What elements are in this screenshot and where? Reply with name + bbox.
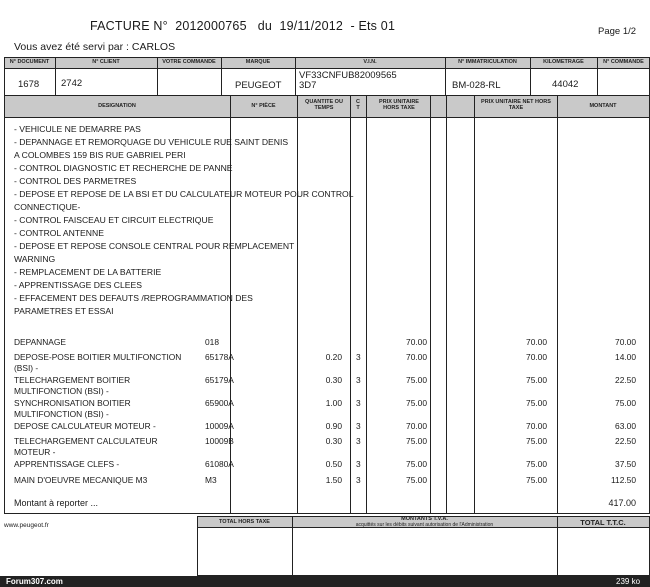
col-client-header: N° CLIENT	[92, 59, 120, 65]
description-line: - DEPOSE ET REPOSE DE LA BSI ET DU CALCULATEUR MOTEUR POUR CONTROL	[14, 189, 354, 199]
invoice-label: FACTURE N°	[90, 19, 168, 33]
description-line: WARNING	[14, 254, 56, 264]
item-net-price: 75.00	[526, 375, 547, 385]
description-line: PARAMETRES ET ESSAI	[14, 306, 114, 316]
designation-header: DESIGNATION	[98, 103, 136, 109]
item-unit-price: 75.00	[406, 375, 427, 385]
description-line: - DEPOSE ET REPOSE CONSOLE CENTRAL POUR REMPLACEMENT	[14, 241, 295, 251]
item-code: 3	[356, 398, 361, 408]
col-mileage-header: KILOMETRAGE	[543, 59, 584, 65]
item-designation: DEPOSE CALCULATEUR MOTEUR -	[14, 421, 156, 431]
item-part: 018	[205, 337, 219, 347]
item-amount: 112.50	[611, 475, 636, 485]
establishment: - Ets 01	[350, 19, 396, 33]
item-designation: DEPANNAGE	[14, 337, 66, 347]
item-code: 3	[356, 475, 361, 485]
item-designation: SYNCHRONISATION BOITIER	[14, 398, 131, 408]
item-unit-price: 75.00	[406, 398, 427, 408]
served-by	[14, 41, 175, 53]
col-brand-header: MARQUE	[245, 59, 271, 65]
description-line: - EFFACEMENT DES DEFAUTS /REPROGRAMMATION DES	[14, 293, 253, 303]
carry-forward-label: Montant à reporter ...	[14, 498, 99, 508]
item-unit-price: 75.00	[406, 436, 427, 446]
description-line: - CONTROL FAISCEAU ET CIRCUIT ELECTRIQUE	[14, 215, 214, 225]
item-net-price: 70.00	[526, 421, 547, 431]
amount-header: MONTANT	[589, 103, 617, 109]
item-qty: 1.00	[325, 398, 342, 408]
description-line: - DEPANNAGE ET REMORQUAGE DU VEHICULE RUE SAINT DENIS	[14, 137, 289, 147]
description-line: - APPRENTISSAGE DES CLEES	[14, 280, 142, 290]
item-unit-price: 75.00	[406, 459, 427, 469]
document-number: 1678	[18, 79, 40, 90]
item-net-price: 75.00	[526, 436, 547, 446]
item-code: 3	[356, 352, 361, 362]
item-net-price: 70.00	[526, 337, 547, 347]
invoice-date: 19/11/2012	[279, 19, 344, 33]
item-part: 65178A	[205, 352, 234, 362]
description-line: - CONTROL DES PARMETRES	[14, 176, 137, 186]
item-designation: APPRENTISSAGE CLEFS -	[14, 459, 120, 469]
description-line: - CONTROL DIAGNOSTIC ET RECHERCHE DE PANNE	[14, 163, 233, 173]
item-code: 3	[356, 375, 361, 385]
vat-subtext: acquittés sur les débits suivant autorisation de l'Administration	[355, 522, 494, 528]
client-number: 2742	[61, 78, 83, 89]
invoice-number: 2012000765	[175, 19, 247, 33]
col-order-no-header: N° COMMANDE	[603, 59, 644, 65]
item-unit-price: 70.00	[406, 352, 427, 362]
item-designation-cont: MOTEUR -	[14, 447, 56, 457]
col-doc-header: N° DOCUMENT	[9, 59, 50, 65]
item-qty: 0.30	[325, 375, 342, 385]
vehicle-brand: PEUGEOT	[235, 80, 282, 91]
description-line: A COLOMBES 159 BIS RUE GABRIEL PERI	[14, 150, 186, 160]
col-registration-header: N° IMMATRICULATION	[458, 59, 517, 65]
served-by-name: CARLOS	[131, 41, 176, 53]
item-designation: TELECHARGEMENT BOITIER	[14, 375, 131, 385]
quantity-header: QUANTITE OU TEMPS	[305, 99, 343, 111]
invoice-title	[90, 19, 395, 33]
vin-line-1: VF33CNFUB82009565	[299, 70, 397, 81]
item-amount: 37.50	[615, 459, 636, 469]
item-amount: 14.00	[615, 352, 636, 362]
item-amount: 75.00	[615, 398, 636, 408]
vat-label: MONTANTS T.V.A.	[401, 516, 448, 522]
forum-watermark: Forum307.com	[6, 577, 63, 586]
item-qty: 1.50	[325, 475, 342, 485]
item-part: 10009A	[205, 421, 234, 431]
mileage: 44042	[552, 79, 579, 90]
total-ttc-label: TOTAL T.T.C.	[580, 518, 626, 527]
registration: BM-028-RL	[452, 80, 501, 91]
col-order-header: VOTRE COMMANDE	[162, 59, 216, 65]
item-qty: 0.50	[325, 459, 342, 469]
vin-line-2: 3D7	[299, 80, 317, 91]
item-qty: 0.20	[325, 352, 342, 362]
item-unit-price: 75.00	[406, 475, 427, 485]
item-designation-cont: (BSI) -	[14, 363, 39, 373]
item-code: 3	[356, 421, 361, 431]
description-line: - REMPLACEMENT DE LA BATTERIE	[14, 267, 162, 277]
item-amount: 22.50	[615, 436, 636, 446]
item-qty: 0.90	[325, 421, 342, 431]
description-line: CONNECTIQUE-	[14, 202, 81, 212]
item-net-price: 75.00	[526, 459, 547, 469]
item-amount: 22.50	[615, 375, 636, 385]
total-ht-label: TOTAL HORS TAXE	[219, 519, 270, 525]
item-code: 3	[356, 459, 361, 469]
item-part: 65179A	[205, 375, 234, 385]
item-part: M3	[205, 475, 217, 485]
file-size: 239 ko	[616, 577, 641, 586]
item-part: 65900A	[205, 398, 234, 408]
item-net-price: 75.00	[526, 398, 547, 408]
item-designation: DEPOSE-POSE BOITIER MULTIFONCTION	[14, 352, 182, 362]
item-designation: MAIN D'OEUVRE MECANIQUE M3	[14, 475, 148, 485]
item-designation: TELECHARGEMENT CALCULATEUR	[14, 436, 158, 446]
description-line: - CONTROL ANTENNE	[14, 228, 104, 238]
net-price-header: PRIX UNITAIRE NET HORS TAXE	[481, 99, 551, 111]
bottom-bar	[0, 576, 650, 587]
item-net-price: 75.00	[526, 475, 547, 485]
item-part: 10009B	[205, 436, 234, 446]
item-net-price: 70.00	[526, 352, 547, 362]
col-vin-header: V.I.N.	[363, 59, 377, 65]
item-unit-price: 70.00	[406, 421, 427, 431]
page-number: Page 1/2	[598, 26, 637, 37]
code-header: C T	[356, 99, 360, 111]
item-qty: 0.30	[325, 436, 342, 446]
carry-forward-amount: 417.00	[608, 498, 636, 508]
part-no-header: N° PIÈCE	[251, 103, 276, 109]
served-by-label: Vous avez été servi par :	[14, 41, 129, 53]
item-designation-cont: MULTIFONCTION (BSI) -	[14, 409, 109, 419]
item-designation-cont: MULTIFONCTION (BSI) -	[14, 386, 109, 396]
website: www.peugeot.fr	[4, 522, 49, 529]
item-code: 3	[356, 436, 361, 446]
date-prefix: du	[257, 19, 273, 33]
unit-price-header: PRIX UNITAIRE HORS TAXE	[379, 99, 419, 111]
description-line: - VEHICULE NE DEMARRE PAS	[14, 124, 141, 134]
item-unit-price: 70.00	[406, 337, 427, 347]
item-amount: 70.00	[615, 337, 636, 347]
item-amount: 63.00	[615, 421, 636, 431]
item-part: 61080A	[205, 459, 234, 469]
